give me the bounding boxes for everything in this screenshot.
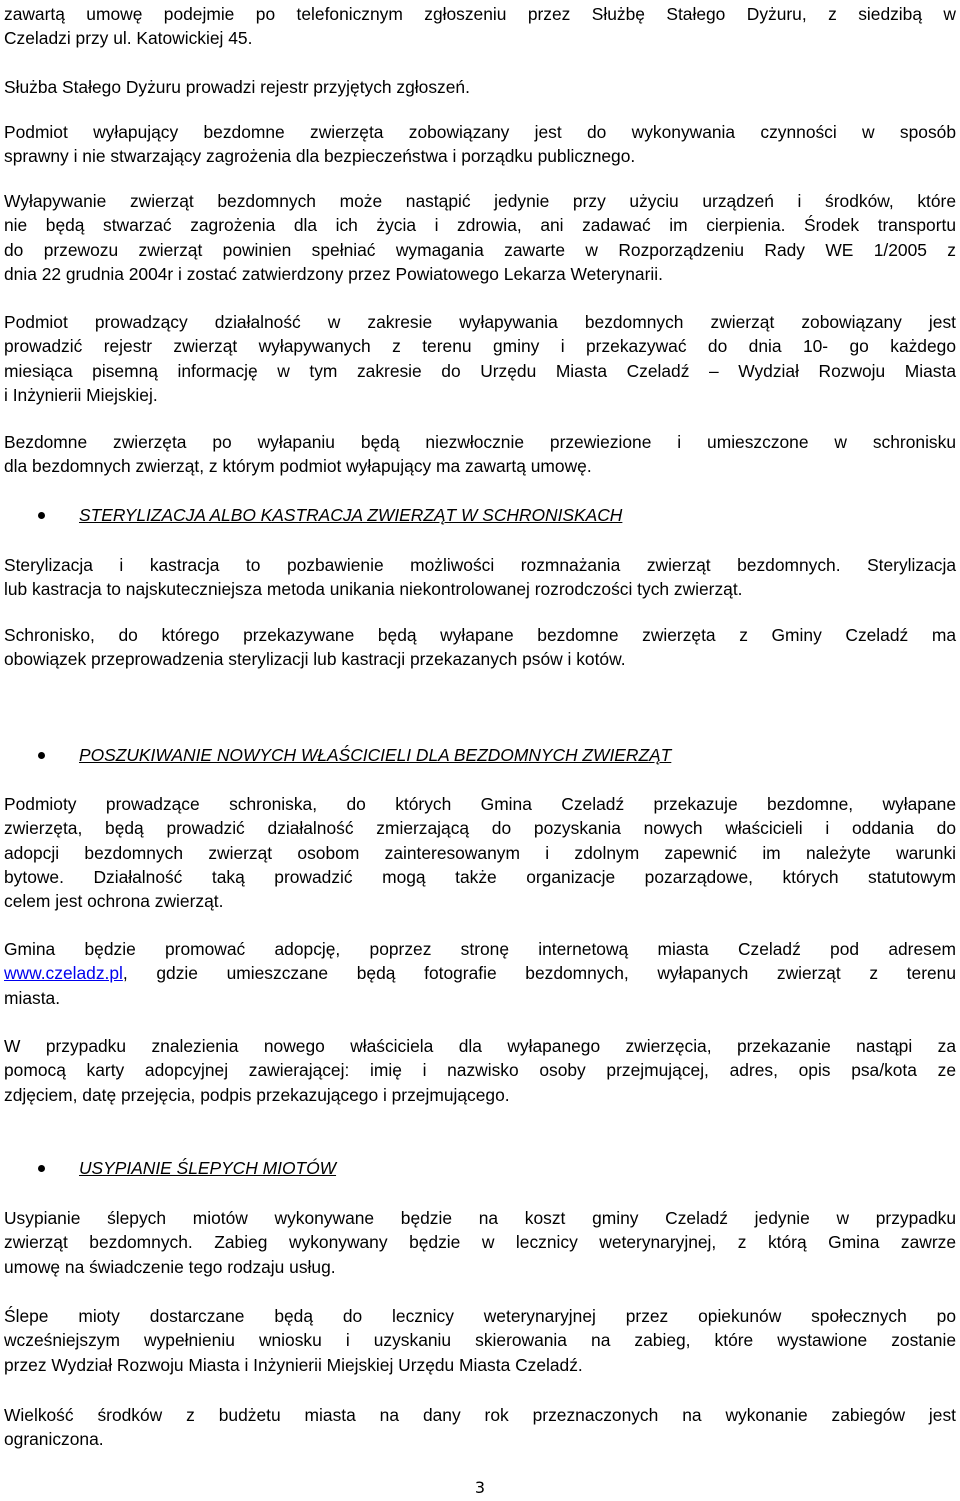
paragraph-capture-register (4, 310, 956, 407)
text-line: dla bezdomnych zwierząt, z którym podmiot wyłapujący ma zawartą umowę. (4, 456, 592, 477)
text-line: Podmiot wyłapujący bezdomne zwierzęta zobowiązany jest do wykonywania czynności w sposób (4, 122, 956, 142)
text-line: umowę na świadczenie tego rodzaju usług. (4, 1256, 336, 1277)
paragraph-adoption-card (4, 1034, 956, 1107)
page-number: 3 (474, 1478, 486, 1497)
text-line: obowiązek przeprowadzenia sterylizacji lub kastracji przekazanych psów i kotów. (4, 649, 626, 670)
text-line: bytowe. Działalność taką prowadzić mogą także organizacje pozarządowe, których statutowym (4, 866, 956, 887)
text-line: sprawny i nie stwarzający zagrożenia dla bezpieczeństwa i porządku publicznego. (4, 146, 636, 167)
text-line: adopcji bezdomnych zwierząt osobom zainteresowanym i zdolnym zapewnić im należyte warunki (4, 842, 956, 863)
paragraph-capturing-entity (4, 120, 956, 169)
paragraph-adoption-activities (4, 792, 956, 913)
text-line: celem jest ochrona zwierząt. (4, 891, 224, 912)
paragraph-euthanasia-cost (4, 1206, 956, 1279)
paragraph-capture-methods (4, 189, 956, 286)
text-line: prowadzić rejestr zwierząt wyłapywanych z terenu gminy i przekazywać do dnia 10- go każdego (4, 336, 956, 357)
paragraph-sterilization-definition (4, 553, 956, 602)
text-line: Schronisko, do którego przekazywane będą wyłapane bezdomne zwierzęta z Gminy Czeladź ma (4, 625, 956, 645)
text-line: Wielkość środków z budżetu miasta na dany rok przeznaczonych na wykonanie zabiegów jest (4, 1405, 956, 1425)
text-fragment: , gdzie umieszczane będą fotografie bezdomnych, wyłapanych zwierząt z terenu (122, 963, 956, 984)
heading-text: USYPIANIE ŚLEPYCH MIOTÓW (79, 1158, 337, 1178)
bullet-icon (38, 1165, 45, 1172)
text-line: przez Wydział Rozwoju Miasta i Inżynierii Miejskiej Urzędu Miasta Czeladź. (4, 1354, 583, 1375)
text-line: i Inżynierii Miejskiej. (4, 384, 158, 405)
text-line: zwierząt bezdomnych. Zabieg wykonywany będzie w lecznicy weterynaryjnej, z którą Gmina zawrze (4, 1232, 956, 1253)
text-line: Służba Stałego Dyżuru prowadzi rejestr przyjętych zgłoszeń. (4, 77, 470, 97)
bullet-icon (38, 512, 45, 519)
paragraph-budget-limit (4, 1403, 956, 1452)
text-line: Czeladzi przy ul. Katowickiej 45. (4, 28, 253, 49)
text-line: Sterylizacja i kastracja to pozbawienie możliwości rozmnażania zwierząt bezdomnych. Sterylizacja (4, 555, 956, 575)
city-website-link[interactable]: www.czeladz.pl (4, 963, 123, 984)
text-line: Podmioty prowadzące schroniska, do których Gmina Czeladź przekazuje bezdomne, wyłapane (4, 794, 956, 814)
paragraph-litter-delivery (4, 1304, 956, 1377)
text-line: do przewozu zwierząt powinien spełniać wymagania zawarte w Rozporządzeniu Rady WE 1/2005 z (4, 239, 956, 260)
text-line: Gmina będzie promować adopcję, poprzez stronę internetową miasta Czeladź pod adresem (4, 939, 956, 959)
paragraph-adoption-promotion (4, 937, 956, 1010)
text-line: zwierzęta, będą prowadzić działalność zmierzającą do pozyskania nowych właścicieli i oddania do (4, 818, 956, 839)
text-line: dnia 22 grudnia 2004r i zostać zatwierdzony przez Powiatowego Lekarza Weterynarii. (4, 263, 663, 284)
text-line: Usypianie ślepych miotów wykonywane będzie na koszt gminy Czeladź jedynie w przypadku (4, 1208, 956, 1228)
text-line: miasta. (4, 987, 61, 1008)
heading-text: STERYLIZACJA ALBO KASTRACJA ZWIERZĄT W SCHRONISKACH (79, 505, 623, 525)
text-line (4, 961, 956, 985)
paragraph-ssd-contract (4, 2, 956, 51)
text-line: wcześniejszym wypełnieniu wniosku i uzyskaniu skierowania na zabieg, które wystawione zostanie (4, 1330, 956, 1351)
paragraph-register (4, 75, 956, 99)
text-line: Bezdomne zwierzęta po wyłapaniu będą niezwłocznie przewiezione i umieszczone w schronisku (4, 432, 956, 452)
text-line: zawartą umowę podejmie po telefonicznym zgłoszeniu przez Służbę Stałego Dyżuru, z siedzibą w (4, 4, 956, 24)
text-line: Ślepe mioty dostarczane będą do lecznicy weterynaryjnej przez opiekunów społecznych po (4, 1306, 956, 1326)
text-line: W przypadku znalezienia nowego właściciela dla wyłapanego zwierzęcia, przekazanie nastąpi za (4, 1036, 956, 1056)
bullet-icon (38, 752, 45, 759)
text-line: Podmiot prowadzący działalność w zakresie wyłapywania bezdomnych zwierząt zobowiązany jest (4, 312, 956, 332)
text-line: Wyłapywanie zwierząt bezdomnych może nastąpić jedynie przy użyciu urządzeń i środków, które (4, 191, 956, 211)
text-line: pomocą karty adopcyjnej zawierającej: imię i nazwisko osoby przejmującej, adres, opis psa/kota ze (4, 1060, 956, 1081)
heading-text: POSZUKIWANIE NOWYCH WŁAŚCICIELI DLA BEZDOMNYCH ZWIERZĄT (79, 745, 672, 765)
paragraph-shelter-transfer (4, 430, 956, 479)
text-line: ograniczona. (4, 1429, 104, 1450)
text-line: miesiąca pisemną informację w tym zakresie do Urzędu Miasta Czeladź – Wydział Rozwoju Miasta (4, 360, 956, 381)
text-line: lub kastracja to najskuteczniejsza metoda unikania niekontrolowanej rozrodczości tych zwierząt. (4, 579, 743, 600)
paragraph-shelter-obligation (4, 623, 956, 672)
text-line: nie będą stwarzać zagrożenia dla ich życia i zdrowia, ani zadawać im cierpienia. Środek transportu (4, 215, 956, 236)
text-line: zdjęciem, datę przejęcia, podpis przekazującego i przejmującego. (4, 1084, 510, 1105)
